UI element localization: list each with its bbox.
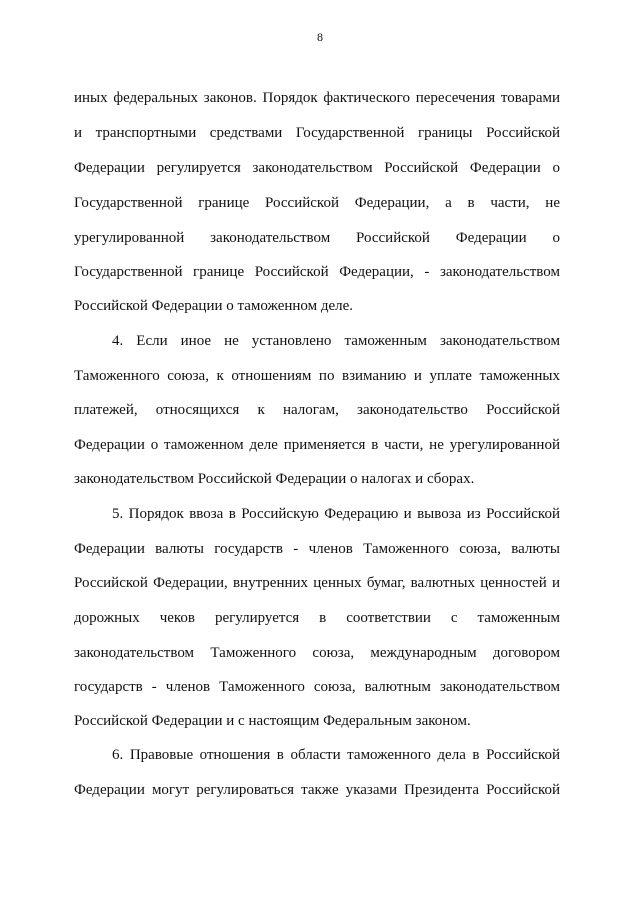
text-line: Федерации валюты государств - членов Таможенного союза, валюты [74,541,560,557]
text-line: и транспортными средствами Государственной границы Российской [74,125,560,141]
text-line: Таможенного союза, к отношениям по взиманию и уплате таможенных [74,368,560,384]
text-line: платежей, относящихся к налогам, законодательство Российской [74,402,560,418]
text-line: законодательством Российской Федерации о налогах и сборах. [74,471,475,487]
text-line: Российской Федерации, внутренних ценных бумаг, валютных ценностей и [74,575,560,591]
text-line: иных федеральных законов. Порядок фактического пересечения товарами [74,90,560,106]
text-line: дорожных чеков регулируется в соответствии с таможенным [74,610,560,626]
page-number: 8 [317,30,323,44]
text-line: Федерации регулируется законодательством Российской Федерации о [74,160,560,176]
text-line: 4. Если иное не установлено таможенным законодательством [112,333,560,349]
text-line: Государственной границе Российской Федерации, - законодательством [74,264,560,280]
text-line: 5. Порядок ввоза в Российскую Федерацию и вывоза из Российской [112,506,560,522]
text-line: Федерации о таможенном деле применяется в части, не урегулированной [74,437,560,453]
text-line: урегулированной законодательством Российской Федерации о [74,230,560,246]
text-line: Российской Федерации и с настоящим Федеральным законом. [74,713,471,729]
text-line: Российской Федерации о таможенном деле. [74,298,354,314]
text-line: законодательством Таможенного союза, международным договором [74,645,560,661]
text-line: 6. Правовые отношения в области таможенного дела в Российской [112,747,560,763]
text-line: государств - членов Таможенного союза, валютным законодательством [74,679,560,695]
text-line: Государственной границе Российской Федерации, а в части, не [74,195,560,211]
text-line: Федерации могут регулироваться также указами Президента Российской [74,782,560,798]
